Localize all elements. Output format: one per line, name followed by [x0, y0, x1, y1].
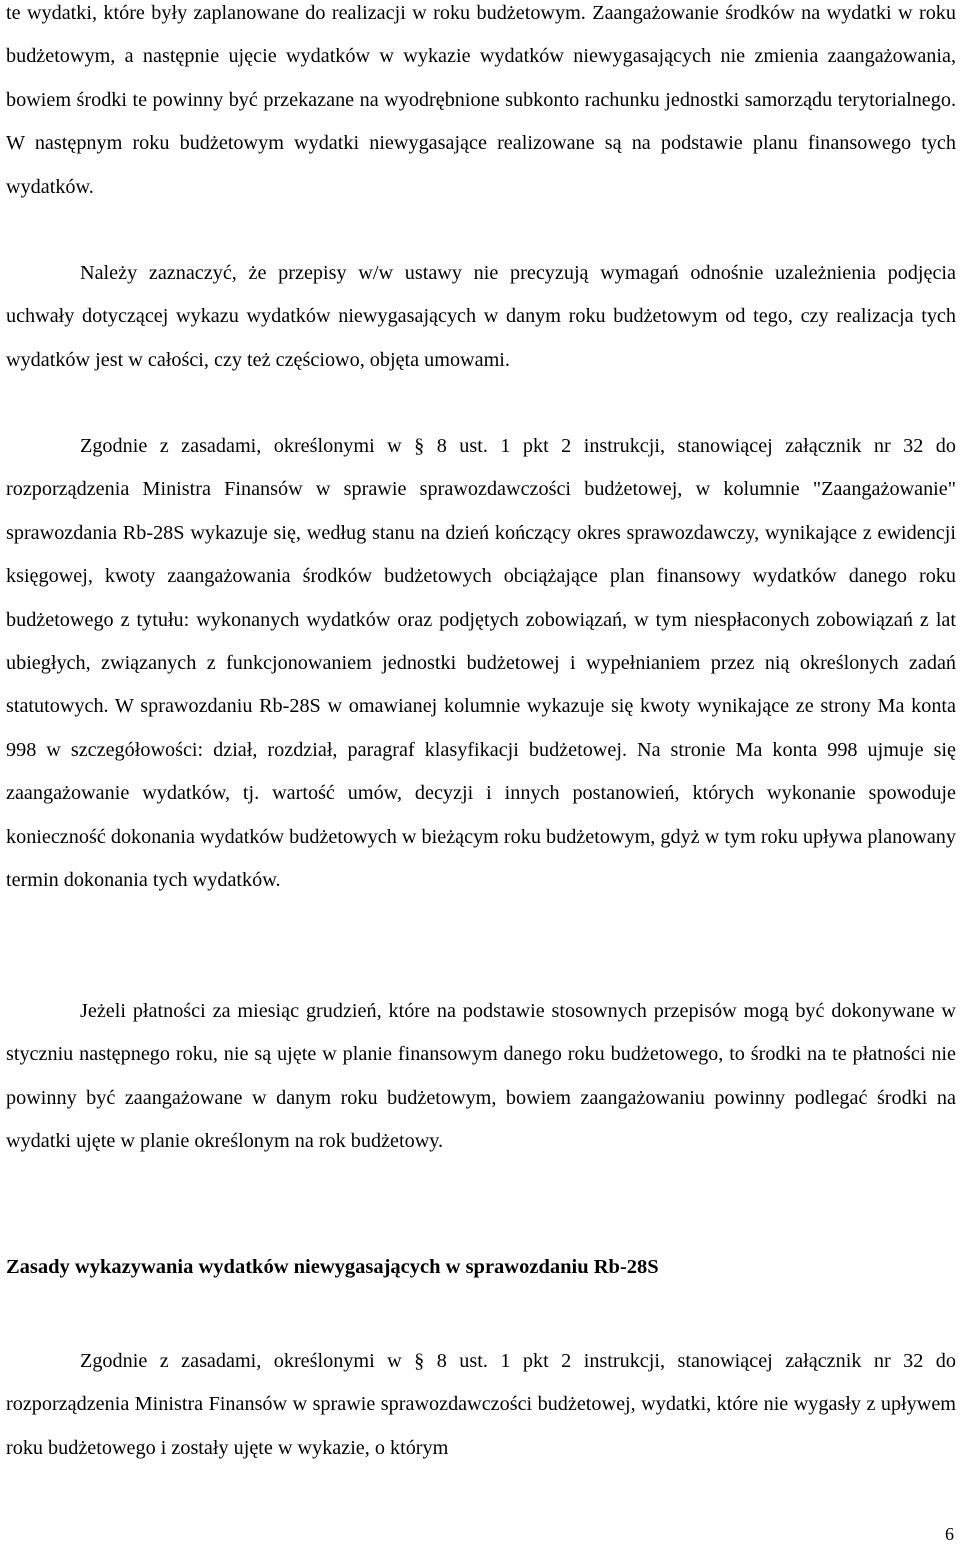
paragraph-december-payments: Jeżeli płatności za miesiąc grudzień, które na podstawie stosownych przepisów mogą być dokonywane w styczniu następnego roku, nie są ujęte w planie finansowym danego roku budżetowego, to środki na te płatności nie powinny być zaangażowane w danym roku budżetowym, bowiem zaangażowaniu powinny podlegać środki na wydatki ujęte w planie określonym na rok budżetowy.: [6, 1000, 956, 1153]
paragraph-ustawa-note: Należy zaznaczyć, że przepisy w/w ustawy nie precyzują wymagań odnośnie uzależnienia podjęcia uchwały dotyczącej wykazu wydatków niewygasających w danym roku budżetowym od tego, czy realizacja tych wydatków jest w całości, czy też częściowo, objęta umowami.: [6, 262, 956, 371]
paragraph-section-intro: Zgodnie z zasadami, określonymi w § 8 ust. 1 pkt 2 instrukcji, stanowiącej załącznik nr 32 do rozporządzenia Ministra Finansów w sprawie sprawozdawczości budżetowej, wydatki, które nie wygasły z upływem roku budżetowego i zostały ujęte w wykazie, o którym: [6, 1350, 956, 1459]
page-number: 6: [945, 1524, 954, 1544]
paragraph-zaangazowanie-rules: Zgodnie z zasadami, określonymi w § 8 ust. 1 pkt 2 instrukcji, stanowiącej załącznik nr 32 do rozporządzenia Ministra Finansów w sprawie sprawozdawczości budżetowej, w kolumnie "Zaangażowanie" sprawozdania Rb-28S wykazuje się, według stanu na dzień kończący okres sprawozdawczy, wynikające z ewidencji księgowej, kwoty zaangażowania środków budżetowych obciążające plan finansowy wydatków danego roku budżetowego z tytułu: wykonanych wydatków oraz podjętych zobowiązań, w tym niespłaconych zobowiązań z lat ubiegłych, związanych z funkcjonowaniem jednostki budżetowej i wypełnianiem przez nią określonych zadań statutowych. W sprawozdaniu Rb-28S w omawianej kolumnie wykazuje się kwoty wynikające ze strony Ma konta 998 w szczegółowości: dział, rozdział, paragraf klasyfikacji budżetowej. Na stronie Ma konta 998 ujmuje się zaangażowanie wydatków, tj. wartość umów, decyzji i innych postanowień, których wykonanie spowoduje konieczność dokonania wydatków budżetowych w bieżącym roku budżetowym, gdyż w tym roku upływa planowany termin dokonania tych wydatków.: [6, 435, 956, 892]
section-heading: Zasady wykazywania wydatków niewygasających w sprawozdaniu Rb-28S: [6, 1256, 659, 1278]
paragraph-continuation: te wydatki, które były zaplanowane do realizacji w roku budżetowym. Zaangażowanie środków na wydatki w roku budżetowym, a następnie ujęcie wydatków w wykazie wydatków niewygasających nie zmienia zaangażowania, bowiem środki te powinny być przekazane na wyodrębnione subkonto rachunku jednostki samorządu terytorialnego. W następnym roku budżetowym wydatki niewygasające realizowane są na podstawie planu finansowego tych wydatków.: [6, 2, 956, 198]
